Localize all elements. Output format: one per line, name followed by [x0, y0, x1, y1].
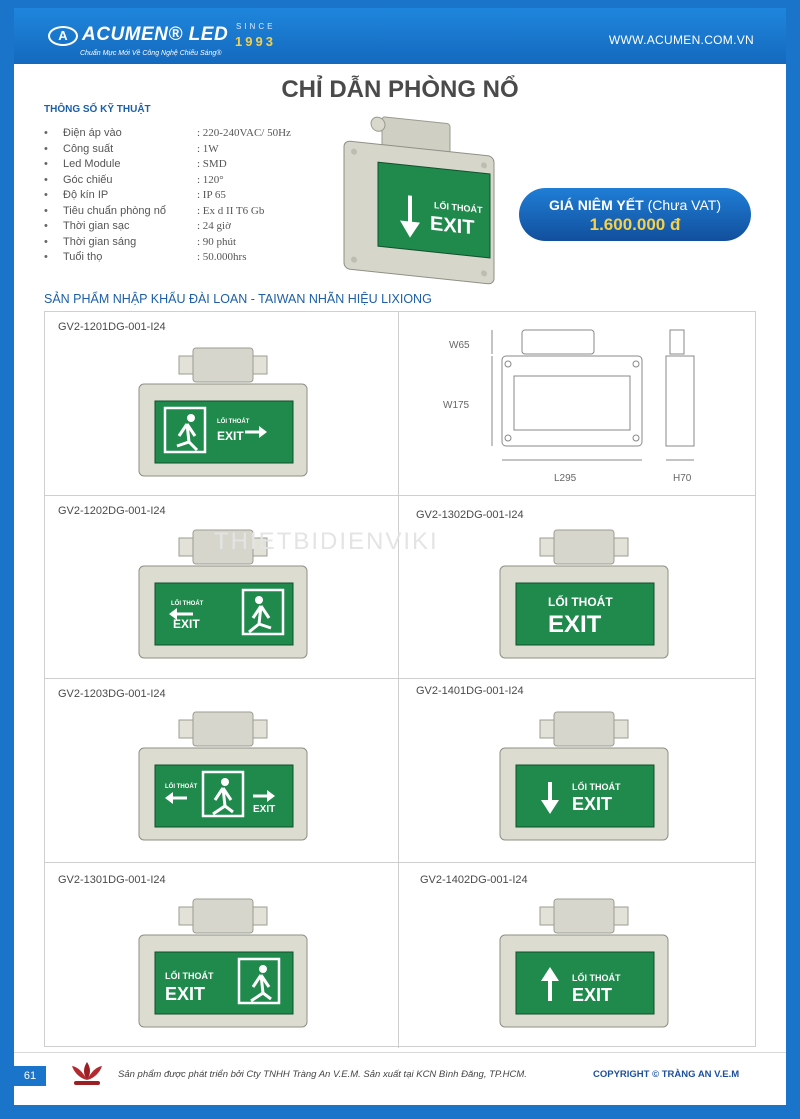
- lotus-logo-icon: [68, 1058, 106, 1088]
- sign-loi-thoat: LỐI THOÁT: [217, 419, 250, 425]
- brand-tagline: Chuẩn Mực Mới Về Công Nghệ Chiếu Sáng®: [80, 50, 222, 57]
- dim-h70: H70: [673, 473, 692, 484]
- product-image: [135, 897, 311, 1029]
- product-image: [496, 710, 672, 842]
- spec-value: : Ex d II T6 Gb: [197, 204, 265, 217]
- sign-loi-thoat: LỐI THOÁT: [572, 782, 621, 792]
- product-image: [496, 528, 672, 660]
- bullet-icon: •: [44, 158, 48, 170]
- page-frame-left: [0, 0, 14, 1119]
- bullet-icon: •: [44, 220, 48, 232]
- sign-exit: EXIT: [548, 611, 602, 638]
- spec-value: : 1W: [197, 142, 219, 155]
- product-code: GV2-1203DG-001-I24: [58, 688, 166, 700]
- bullet-icon: •: [44, 189, 48, 201]
- page-frame-top: [0, 0, 800, 8]
- sign-loi-thoat: LỐI THOÁT: [171, 601, 204, 607]
- sign-loi-thoat: LỐI THOÁT: [572, 973, 621, 983]
- spec-heading: THÔNG SỐ KỸ THUẬT: [44, 104, 151, 115]
- sign-exit: EXIT: [572, 794, 613, 814]
- grid-divider: [45, 495, 755, 496]
- bullet-icon: •: [44, 251, 48, 263]
- page-number: 61: [14, 1066, 46, 1086]
- sign-exit: EXIT: [165, 984, 206, 1004]
- header-bar: [14, 8, 786, 64]
- product-image: [135, 710, 311, 842]
- copyright: COPYRIGHT © TRÀNG AN V.E.M: [593, 1069, 740, 1080]
- footer-divider: [14, 1052, 786, 1053]
- sign-exit: EXIT: [572, 985, 613, 1005]
- sign-loi-thoat: LỐI THOÁT: [165, 971, 214, 981]
- spec-value: : 90 phút: [197, 235, 237, 248]
- bullet-icon: •: [44, 173, 48, 186]
- sign-exit: EXIT: [173, 617, 200, 631]
- spec-label: Điện áp vào: [63, 127, 122, 139]
- product-grid: [44, 311, 756, 1047]
- spec-label: Công suất: [63, 142, 114, 155]
- dim-l295: L295: [554, 473, 577, 484]
- sign-exit: EXIT: [217, 429, 244, 443]
- spec-value: : 220-240VAC/ 50Hz: [197, 127, 291, 139]
- product-code: GV2-1302DG-001-I24: [416, 509, 524, 521]
- page-frame-bottom: [0, 1105, 800, 1119]
- product-image: [496, 897, 672, 1029]
- brand-name: ACUMEN® LED: [82, 24, 229, 45]
- price-badge: [519, 188, 751, 241]
- sign-loi-thoat: LỐI THOÁT: [548, 595, 613, 609]
- bullet-icon: •: [44, 235, 48, 248]
- product-image: [135, 346, 311, 478]
- since-year: 1993: [235, 34, 276, 49]
- spec-label: Led Module: [63, 158, 121, 170]
- spec-value: : SMD: [197, 158, 227, 170]
- sign-loi-thoat: LỐI THOÁT: [165, 784, 198, 790]
- hero-sign-loi-thoat: LỐI THOÁT: [434, 200, 483, 216]
- spec-label: Thời gian sạc: [63, 220, 130, 232]
- price-value: 1.600.000 đ: [589, 215, 681, 234]
- product-code: GV2-1301DG-001-I24: [58, 874, 166, 886]
- dim-w65: W65: [449, 340, 470, 351]
- page-title: CHỈ DẪN PHÒNG NỔ: [281, 76, 519, 103]
- price-note: (Chưa VAT): [647, 197, 721, 213]
- hero-product-image: [338, 112, 498, 292]
- dim-w175: W175: [443, 400, 470, 411]
- bullet-icon: •: [44, 204, 48, 217]
- spec-value: : 24 giờ: [197, 220, 231, 232]
- product-code: GV2-1402DG-001-I24: [420, 874, 528, 886]
- price-label: GIÁ NIÊM YẾT: [549, 197, 644, 213]
- section-title: SẢN PHẨM NHẬP KHẨU ĐÀI LOAN - TAIWAN NHÃN HIỆU LIXIONG: [44, 292, 432, 306]
- spec-value: : IP 65: [197, 189, 226, 201]
- acumen-logo-icon: A: [48, 26, 78, 46]
- hero-sign-exit: EXIT: [430, 212, 475, 240]
- sign-exit: EXIT: [253, 804, 276, 815]
- spec-value: : 120°: [197, 173, 224, 186]
- bullet-icon: •: [44, 142, 48, 155]
- footer-note: Sản phẩm được phát triển bởi Cty TNHH Tràng An V.E.M. Sản xuất tại KCN Bình Đăng, TP.HCM.: [118, 1069, 527, 1080]
- spec-value: : 50.000hrs: [197, 251, 247, 263]
- product-code: GV2-1202DG-001-I24: [58, 505, 166, 517]
- spec-label: Góc chiếu: [63, 173, 113, 186]
- grid-divider: [45, 862, 755, 863]
- spec-label: Thời gian sáng: [63, 235, 137, 248]
- spec-label: Tuổi thọ: [63, 251, 103, 263]
- product-code: GV2-1201DG-001-I24: [58, 321, 166, 333]
- grid-divider: [45, 678, 755, 679]
- watermark-text: THIETBIDIENVIKI: [214, 528, 439, 555]
- bullet-icon: •: [44, 127, 48, 139]
- since-label: SINCE: [236, 22, 276, 31]
- spec-label: Tiêu chuẩn phòng nổ: [63, 204, 166, 217]
- website-link[interactable]: WWW.ACUMEN.COM.VN: [608, 33, 754, 47]
- spec-label: Độ kín IP: [63, 189, 109, 201]
- product-code: GV2-1401DG-001-I24: [416, 685, 524, 697]
- page-frame-right: [786, 0, 800, 1119]
